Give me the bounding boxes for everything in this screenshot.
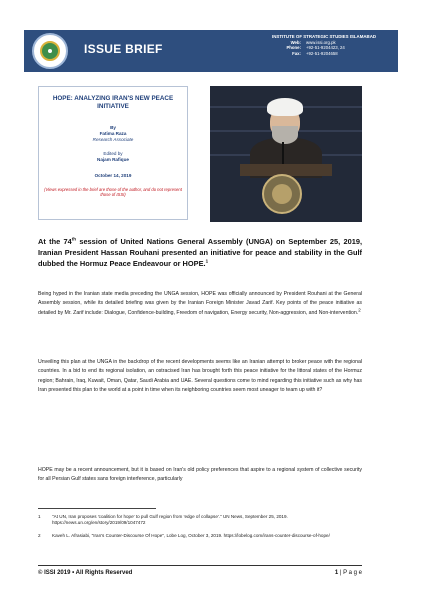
footnote-divider: [38, 508, 156, 509]
publish-date: October 14, 2019: [94, 173, 132, 178]
footnote-ref-2[interactable]: 2: [358, 307, 361, 313]
contact-web: Web: www.issi.org.pk: [272, 40, 396, 46]
paragraph-3: HOPE may be a recent announcement, but it is based on Iran's old policy preferences that aspire to a regional system of collective security for all Persian Gulf states sans foreign interference, particularly: [38, 467, 362, 483]
author-role: Research Associate: [92, 137, 134, 142]
org-name: INSTITUTE OF STRATEGIC STUDIES ISLAMABAD: [272, 34, 377, 39]
title-box: [38, 86, 188, 220]
paragraph-2: Unveiling this plan at the UNGA in the backdrop of the recent developments seems like an Iranian attempt to broker peace with the regional countries. In a bid to end its regional isolation, an ostracised Iran has brought forth this peace initiative for the littoral states of the Hormuz region; Bahrain, Iraq, Kuwait, Oman, Qatar, Saudi Arabia and UAE. Several questions come to mind regarding this initiative such as why has Iran presented this plan to the world at a point in time when its neighboring countries seem most uneager to team up with it?: [38, 359, 362, 394]
org-contact-block: [272, 34, 396, 56]
footer-copyright: © ISSI 2019 • All Rights Reserved: [38, 570, 133, 576]
logo-emblem-icon: [40, 41, 60, 61]
lead-paragraph: At the 74th session of United Nations General Assembly (UNGA) on September 25, 2019, Iranian President Hassan Rouhani presented an initiative for peace and stability in the Gulf dubbed the Hormuz Peace Endeavour or HOPE.$^1$: [38, 236, 363, 268]
footer-divider: [38, 565, 362, 566]
footer-page-number: 1 | P a g e: [334, 570, 362, 576]
header-banner: [24, 30, 398, 72]
contact-phone: Phone: +92-51-9204423, 24: [286, 45, 345, 51]
brief-type-title: ISSUE BRIEF: [84, 42, 163, 56]
footnote-1: 1 "At UN, Iran proposes 'coalition for hope' to pull Gulf region from 'edge of collapse'." UN News, September 25, 2019. https://news.un.org/en/story/2019/09/1047472: [38, 514, 288, 526]
web-link[interactable]: www.issi.org.pk: [306, 39, 336, 45]
footnote-ref-1[interactable]: 1: [205, 258, 209, 264]
author-name: Fatima Raza: [99, 131, 127, 136]
brief-title: HOPE: ANALYZING IRAN'S NEW PEACE INITIATIVE: [52, 95, 174, 110]
footnote-2: 2 Kaveh L. Afrasiabi, "Iran's Counter-Discourse Of Hope", Lobe Log, October 3, 2019. https://lobelog.com/irans-counter-discourse-of-hope/: [38, 533, 330, 538]
rouhani-speech-photo: [210, 86, 362, 222]
un-emblem-icon: [262, 174, 302, 214]
contact-fax: Fax: +92-51-9204658: [292, 50, 338, 56]
edited-by-label: Edited by: [103, 151, 123, 156]
issi-logo: [32, 33, 68, 69]
by-label: By: [110, 125, 116, 130]
paragraph-1: Being hyped in the Iranian state media preceding the UNGA session, HOPE was officially announced by President Rouhani at the General Assembly session, while its detailed briefing was given by the Iranian Foreign Minister Javad Zarif. Key points of the peace initiative as detailed by Mr. Zarif include: Dialogue, Confidence-building, Freedom of navigation, Energy security, Non-aggression, and Non-intervention.$^2$: [38, 291, 362, 316]
microphone-icon: [282, 142, 284, 166]
disclaimer: (Views expressed in the brief are those of the author, and do not represent those of ISSI): [44, 187, 182, 198]
editor-name: Najam Rafique: [97, 157, 129, 162]
